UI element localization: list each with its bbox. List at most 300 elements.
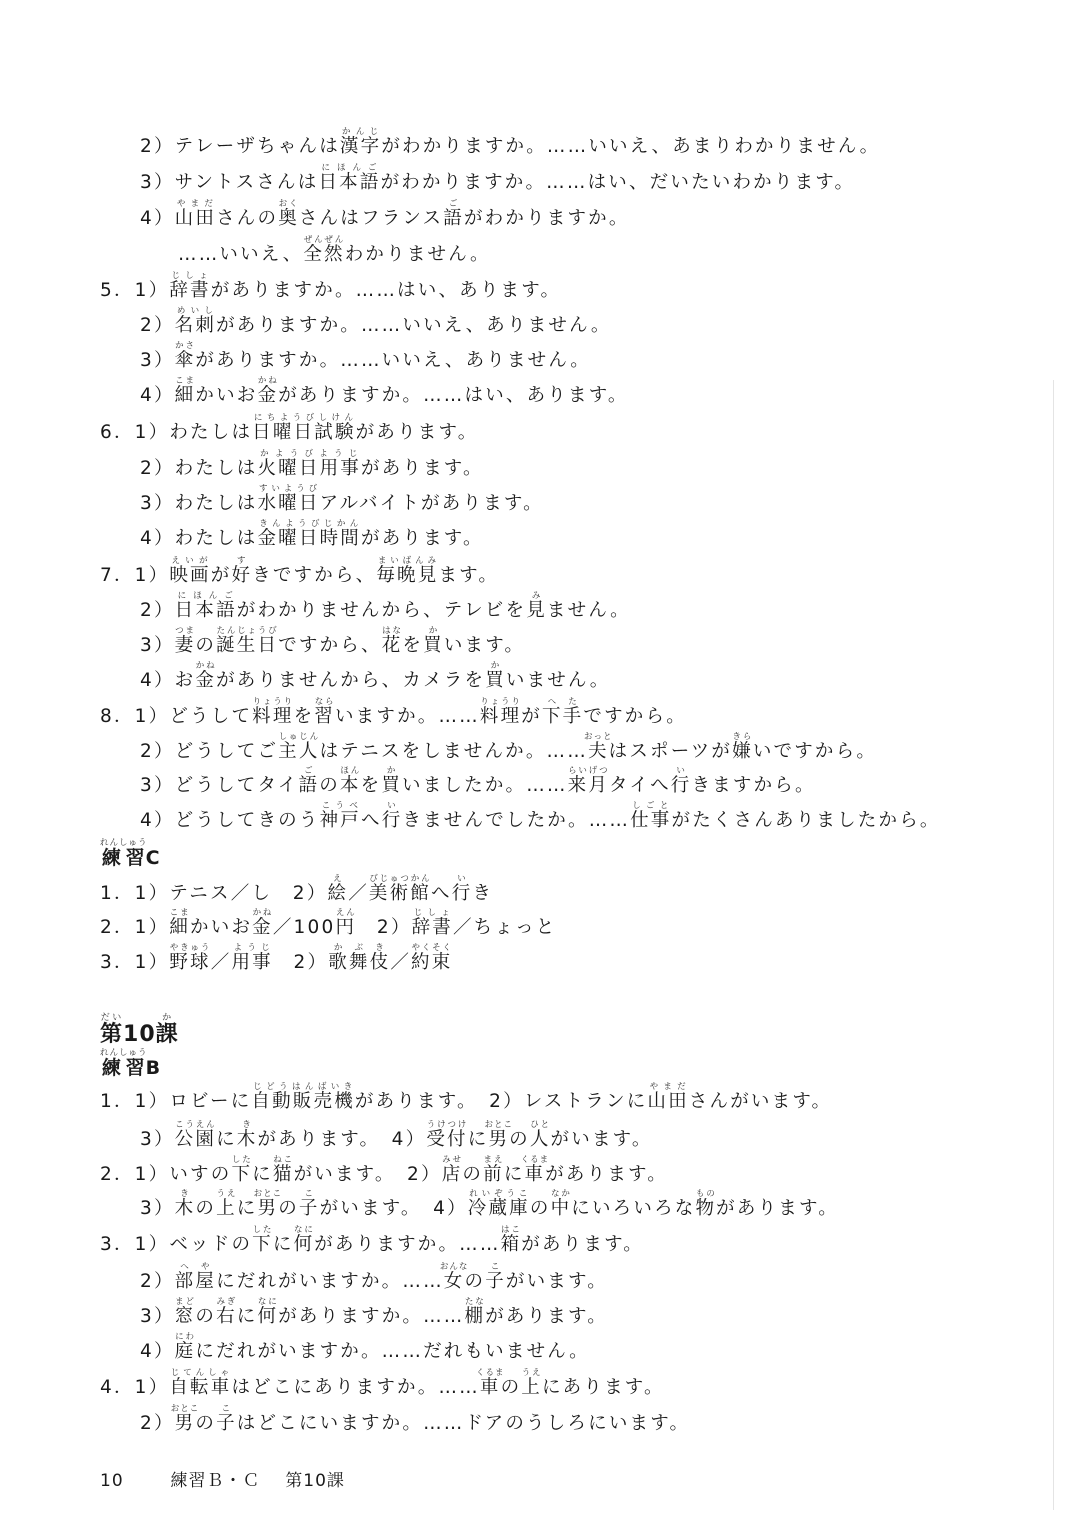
ruby-word: 練習れんしゅう: [100, 1048, 148, 1079]
answer-line: [140, 484, 544, 514]
furigana: やくそく: [411, 943, 453, 953]
furigana: みせ: [441, 1155, 463, 1165]
furigana: なに: [257, 1297, 279, 1307]
furigana: にほんご: [318, 163, 381, 173]
ruby-word: 下手へた: [541, 697, 584, 727]
text-run: がありますか。……いいえ、ありません。: [195, 350, 591, 371]
furigana: なか: [550, 1189, 572, 1199]
text-run: を: [293, 706, 315, 727]
text-run: に: [467, 1129, 489, 1150]
text-run: アルバイトがあります。: [319, 493, 544, 514]
furigana: やきゅう: [169, 943, 211, 953]
furigana: ねこ: [272, 1155, 294, 1165]
furigana: びじゅつかん: [368, 874, 431, 884]
page-number: 10: [100, 1471, 124, 1491]
ruby-word: 中なか: [550, 1189, 572, 1219]
furigana: かようびようじ: [257, 449, 361, 459]
furigana: しごと: [630, 801, 672, 811]
text-run: がありませんから、カメラを: [216, 670, 486, 691]
text-run: にいろいろな: [571, 1198, 696, 1219]
furigana: もの: [695, 1189, 717, 1199]
ruby-word: 男おとこ: [170, 1404, 200, 1434]
text-run: さんがいます。: [688, 1091, 833, 1112]
text-run: わかりません。: [344, 244, 491, 265]
ruby-word: 本ほん: [339, 766, 361, 796]
ruby-word: 上うえ: [521, 1368, 542, 1398]
text-run: にだれがいますか。……だれもいません。: [195, 1341, 590, 1362]
text-run: がありますか。……はい、あります。: [210, 280, 562, 301]
furigana: たんじょうび: [216, 626, 279, 636]
text-run: 3）: [140, 635, 175, 656]
text-run: がいます。 2）: [293, 1164, 442, 1185]
text-run: はスポーツが: [608, 741, 733, 762]
text-run: の: [464, 1271, 486, 1292]
text-run: いません。: [505, 670, 611, 691]
text-run: さんの: [216, 208, 279, 229]
furigana: まいばんみ: [376, 556, 439, 566]
text-run: があります。: [521, 1234, 645, 1255]
ruby-word: 冷蔵庫れいぞうこ: [467, 1189, 530, 1219]
ruby-word: 料理りょうり: [479, 697, 522, 727]
answer-line: [140, 1262, 608, 1292]
ruby-word: 第だい: [100, 1013, 124, 1047]
ruby-word: 全然ぜんぜん: [303, 235, 345, 265]
furigana: へや: [174, 1262, 217, 1272]
furigana: はこ: [500, 1225, 522, 1235]
furigana: す: [231, 556, 253, 566]
text-run: がいます。: [505, 1271, 608, 1292]
furigana: ご: [443, 199, 464, 209]
furigana: なら: [314, 697, 335, 707]
answer-line: [100, 1368, 665, 1398]
ruby-word: 子こ: [298, 1189, 320, 1219]
text-run: があります。: [485, 1306, 608, 1327]
text-run: ます。: [438, 565, 500, 586]
text-run: の: [195, 635, 217, 656]
text-run: き: [472, 883, 494, 904]
furigana: い: [451, 874, 473, 884]
ruby-word: 公園こうえん: [174, 1120, 217, 1150]
ruby-word: 買か: [485, 661, 506, 691]
text-run: タイへ: [609, 775, 671, 796]
text-run: 3）わたしは: [140, 493, 258, 514]
furigana: くるま: [520, 1155, 550, 1165]
furigana: たな: [464, 1297, 486, 1307]
text-run: 2．1）: [100, 917, 170, 938]
answer-line: [100, 556, 499, 586]
text-run: 10: [123, 1022, 156, 1047]
ruby-word: 買か: [381, 766, 403, 796]
ruby-word: 料理りょうり: [252, 697, 294, 727]
ruby-word: 子こ: [485, 1262, 506, 1292]
ruby-word: 何なに: [257, 1297, 279, 1327]
ruby-word: 花はな: [381, 626, 403, 656]
answer-line: [140, 376, 629, 406]
text-run: の: [529, 1198, 551, 1219]
text-run: がいます。 4）: [319, 1198, 468, 1219]
text-run: の: [195, 1306, 217, 1327]
ruby-word: 上うえ: [216, 1189, 237, 1219]
ruby-word: 美術館びじゅつかん: [368, 874, 431, 904]
text-run: 3．1）: [100, 952, 170, 973]
answer-line: [140, 519, 484, 549]
scan-edge-shadow: [1053, 380, 1054, 1510]
text-run: に: [236, 1198, 258, 1219]
ruby-word: 猫ねこ: [272, 1155, 294, 1185]
answer-line: [140, 1404, 690, 1434]
text-run: があります。: [361, 458, 484, 479]
text-run: はどこにありますか。……: [231, 1377, 480, 1398]
answer-line: [178, 235, 491, 265]
ruby-word: 箱はこ: [500, 1225, 522, 1255]
page-footer: [100, 1466, 345, 1491]
ruby-word: 日本語にほんご: [174, 591, 237, 621]
text-run: へ: [360, 810, 382, 831]
text-run: かいお: [195, 385, 258, 406]
ruby-word: 行い: [381, 801, 403, 831]
ruby-word: 水曜日すいようび: [257, 484, 320, 514]
text-run: がありますか。……はい、あります。: [278, 385, 629, 406]
ruby-word: 窓まど: [174, 1297, 196, 1327]
furigana: おっと: [584, 732, 613, 742]
answer-line: [140, 306, 612, 336]
ruby-word: 男おとこ: [484, 1120, 514, 1150]
furigana: こ: [298, 1189, 320, 1199]
text-run: 3）: [140, 350, 175, 371]
answer-line: [140, 449, 484, 479]
furigana: じどうはんばいき: [251, 1082, 355, 1092]
ruby-word: 妻つま: [174, 626, 196, 656]
ruby-word: 金かね: [252, 908, 273, 938]
furigana: かね: [252, 908, 273, 918]
furigana: はな: [381, 626, 403, 636]
answer-line: [140, 163, 855, 193]
answer-line: [140, 127, 880, 157]
furigana: おとこ: [484, 1120, 514, 1130]
text-run: 5．1）: [100, 280, 170, 301]
furigana: みぎ: [216, 1297, 237, 1307]
furigana: くるま: [475, 1368, 505, 1378]
answer-line: [140, 1120, 653, 1150]
text-run: がわかりますか。……はい、だいたいわかります。: [380, 172, 856, 193]
furigana: い: [381, 801, 403, 811]
furigana: まえ: [483, 1155, 504, 1165]
text-run: 6．1）わたしは: [100, 422, 253, 443]
section-heading: [100, 838, 161, 868]
answer-line: [140, 732, 877, 762]
text-run: が: [521, 706, 542, 727]
text-run: 3）どうしてタイ: [140, 775, 299, 796]
footer-section-label: 練習Ｂ・Ｃ: [170, 1471, 261, 1491]
ruby-word: 物もの: [695, 1189, 717, 1219]
furigana: じしょ: [169, 271, 211, 281]
text-run: がありますか。……: [278, 1306, 465, 1327]
furigana: じしょ: [411, 908, 453, 918]
ruby-word: 名刺めいし: [174, 306, 217, 336]
furigana: おとこ: [170, 1404, 200, 1414]
ruby-word: 辞書じしょ: [169, 271, 211, 301]
furigana: にちようびしけん: [252, 413, 356, 423]
ruby-word: 細こま: [169, 908, 191, 938]
text-run: 7．1）: [100, 565, 170, 586]
text-run: 4）お: [140, 670, 196, 691]
text-run: があります。: [716, 1198, 839, 1219]
text-run: ／100: [272, 917, 336, 938]
text-run: の: [195, 1198, 217, 1219]
text-run: 2）: [140, 600, 175, 621]
text-run: がいます。: [550, 1129, 653, 1150]
furigana: まど: [174, 1297, 196, 1307]
answer-line: [140, 801, 941, 831]
ruby-word: 辞書じしょ: [411, 908, 453, 938]
text-run: があります。: [355, 422, 479, 443]
text-run: きですから、: [252, 565, 377, 586]
text-run: ません。: [546, 600, 631, 621]
text-run: 2）: [140, 1413, 175, 1434]
furigana: した: [252, 1225, 273, 1235]
ruby-word: 映画えいが: [169, 556, 211, 586]
text-run: きますから。: [691, 775, 816, 796]
furigana: おとこ: [253, 1189, 283, 1199]
ruby-word: 男おとこ: [253, 1189, 283, 1219]
ruby-word: 来月らいげつ: [567, 766, 610, 796]
ruby-word: 子こ: [216, 1404, 237, 1434]
text-run: 2）テレーザちゃんは: [140, 136, 340, 157]
answer-line: [140, 199, 630, 229]
text-run: 4．1）: [100, 1377, 170, 1398]
ruby-word: 何なに: [293, 1225, 315, 1255]
answer-line: [140, 766, 816, 796]
furigana: した: [231, 1155, 253, 1165]
text-run: にだれがいますか。……: [216, 1271, 444, 1292]
ruby-word: 金曜日時間きんようびじかん: [257, 519, 361, 549]
text-run: を: [360, 775, 382, 796]
text-run: ……いいえ、: [178, 244, 304, 265]
text-run: ／ちょっと: [452, 917, 557, 938]
ruby-word: 課か: [155, 1013, 179, 1047]
text-run: 2）: [140, 315, 175, 336]
ruby-word: 受付うけつけ: [426, 1120, 468, 1150]
ruby-word: 庭にわ: [174, 1332, 196, 1362]
furigana: か: [381, 766, 403, 776]
furigana: かんじ: [339, 127, 382, 137]
answer-line: [100, 943, 452, 973]
text-run: の: [278, 1198, 299, 1219]
answer-line: [100, 874, 493, 904]
section-heading: [100, 1048, 161, 1078]
ruby-word: 約束やくそく: [411, 943, 453, 973]
furigana: りょうり: [252, 697, 294, 707]
furigana: こま: [169, 908, 191, 918]
ruby-word: 右みぎ: [216, 1297, 237, 1327]
text-run: の: [319, 775, 340, 796]
ruby-word: 自転車じてんしゃ: [169, 1368, 232, 1398]
text-run: ですから、: [278, 635, 382, 656]
text-run: がありますか。……: [314, 1234, 501, 1255]
furigana: じてんしゃ: [169, 1368, 232, 1378]
furigana: ひと: [529, 1120, 551, 1130]
furigana: だい: [100, 1013, 124, 1023]
furigana: ほん: [339, 766, 361, 776]
text-run: の: [462, 1164, 484, 1185]
text-run: に: [272, 1234, 294, 1255]
chapter-heading: [100, 1013, 179, 1046]
text-run: 3．1）ベッドの: [100, 1234, 253, 1255]
ruby-word: 奥おく: [278, 199, 299, 229]
furigana: き: [236, 1120, 258, 1130]
answer-line: [100, 271, 561, 301]
text-run: を: [402, 635, 424, 656]
furigana: れんしゅう: [100, 838, 148, 848]
furigana: めいし: [174, 306, 217, 316]
furigana: え: [327, 874, 349, 884]
text-run: が: [210, 565, 232, 586]
furigana: うえ: [216, 1189, 237, 1199]
text-run: に: [503, 1164, 525, 1185]
answer-line: [140, 661, 611, 691]
footer-chapter-label: 第10課: [285, 1471, 345, 1491]
text-run: 2）: [272, 952, 329, 973]
furigana: らいげつ: [567, 766, 610, 776]
furigana: こうえん: [174, 1120, 217, 1130]
text-run: がわかりますか。: [463, 208, 630, 229]
text-run: 4）どうしてきのう: [140, 810, 320, 831]
furigana: にほんご: [174, 591, 237, 601]
text-run: 3）: [140, 1306, 175, 1327]
text-run: 8．1）どうして: [100, 706, 253, 727]
text-run: に: [252, 1164, 273, 1185]
text-run: B: [145, 1057, 162, 1079]
text-run: 4）わたしは: [140, 528, 258, 549]
ruby-word: 漢字かんじ: [339, 127, 382, 157]
furigana: りょうり: [479, 697, 522, 707]
furigana: か: [423, 626, 444, 636]
furigana: こま: [174, 376, 196, 386]
ruby-word: 絵え: [327, 874, 349, 904]
ruby-word: 語ご: [443, 199, 464, 229]
furigana: しゅじん: [278, 732, 320, 742]
text-run: があります。 2）レストランに: [354, 1091, 648, 1112]
text-run: があります。: [361, 528, 484, 549]
ruby-word: 夫おっと: [584, 732, 613, 762]
text-run: に: [236, 1306, 258, 1327]
ruby-word: 嫌きら: [732, 732, 753, 762]
ruby-word: 人ひと: [529, 1120, 551, 1150]
furigana: えん: [335, 908, 357, 918]
ruby-word: 見み: [526, 591, 547, 621]
ruby-word: 用事ようじ: [231, 943, 273, 973]
text-run: いですから。: [752, 741, 878, 762]
text-run: はテニスをしませんか。……: [319, 741, 588, 762]
furigana: れいぞうこ: [467, 1189, 530, 1199]
text-run: 2）: [356, 917, 412, 938]
furigana: れんしゅう: [100, 1048, 148, 1058]
ruby-word: 下した: [252, 1225, 273, 1255]
text-run: ／: [390, 952, 412, 973]
ruby-word: 山田やまだ: [647, 1082, 689, 1112]
answer-line: [140, 1332, 590, 1362]
furigana: にわ: [174, 1332, 196, 1342]
answer-line: [100, 413, 478, 443]
text-run: の: [195, 1413, 217, 1434]
furigana: ご: [298, 766, 320, 776]
text-run: 2．1）いすの: [100, 1164, 232, 1185]
text-run: ですから。: [583, 706, 687, 727]
text-run: 4）: [140, 208, 175, 229]
text-run: 3）: [140, 1129, 175, 1150]
furigana: き: [174, 1189, 196, 1199]
text-run: 2）わたしは: [140, 458, 258, 479]
text-run: 3）サントスさんは: [140, 172, 319, 193]
text-run: C: [145, 847, 161, 869]
text-run: さんはフランス: [298, 208, 444, 229]
ruby-word: 金かね: [257, 376, 279, 406]
ruby-word: 買か: [423, 626, 444, 656]
text-run: 3）: [140, 1198, 175, 1219]
ruby-word: 習なら: [314, 697, 335, 727]
ruby-word: 女おんな: [439, 1262, 469, 1292]
text-run: があります。: [545, 1164, 668, 1185]
ruby-word: 傘かさ: [174, 341, 196, 371]
answer-line: [140, 341, 591, 371]
text-run: 4）: [140, 1341, 175, 1362]
ruby-word: 車くるま: [520, 1155, 550, 1185]
text-run: います。: [443, 635, 526, 656]
text-run: 4）: [140, 385, 175, 406]
ruby-word: 日本語にほんご: [318, 163, 381, 193]
text-run: がわかりますか。……いいえ、あまりわかりません。: [381, 136, 881, 157]
furigana: なに: [293, 1225, 315, 1235]
ruby-word: 練習れんしゅう: [100, 838, 148, 869]
answer-line: [140, 1189, 839, 1219]
text-run: があります。 4）: [257, 1129, 427, 1150]
ruby-word: 主人しゅじん: [278, 732, 320, 762]
text-run: ／: [210, 952, 232, 973]
furigana: ぜんぜん: [303, 235, 345, 245]
answer-line: [100, 697, 687, 727]
furigana: か: [485, 661, 506, 671]
ruby-word: 行い: [451, 874, 473, 904]
furigana: うけつけ: [426, 1120, 468, 1130]
ruby-word: 歌舞伎かぶき: [328, 943, 391, 973]
text-run: に: [216, 1129, 237, 1150]
text-run: ／: [348, 883, 369, 904]
text-run: かいお: [190, 917, 253, 938]
text-run: きませんでしたか。……: [402, 810, 631, 831]
text-run: がありますか。……いいえ、ありません。: [216, 315, 612, 336]
furigana: きんようびじかん: [257, 519, 361, 529]
furigana: ようじ: [231, 943, 273, 953]
furigana: やまだ: [174, 199, 217, 209]
text-run: 1．1）テニス／し 2）: [100, 883, 328, 904]
furigana: へた: [541, 697, 584, 707]
text-run: 1．1）ロビーに: [100, 1091, 252, 1112]
ruby-word: 車くるま: [475, 1368, 505, 1398]
furigana: すいようび: [257, 484, 320, 494]
answer-line: [100, 1155, 668, 1185]
ruby-word: 語ご: [298, 766, 320, 796]
ruby-word: 棚たな: [464, 1297, 486, 1327]
text-run: の: [509, 1129, 530, 1150]
ruby-word: 神戸こうべ: [319, 801, 361, 831]
ruby-word: 下した: [231, 1155, 253, 1185]
text-run: にあります。: [541, 1377, 665, 1398]
ruby-word: 行い: [670, 766, 692, 796]
text-run: はどこにいますか。……ドアのうしろにいます。: [236, 1413, 691, 1434]
furigana: こうべ: [319, 801, 361, 811]
text-run: いますか。……: [334, 706, 480, 727]
answer-line: [140, 1297, 608, 1327]
